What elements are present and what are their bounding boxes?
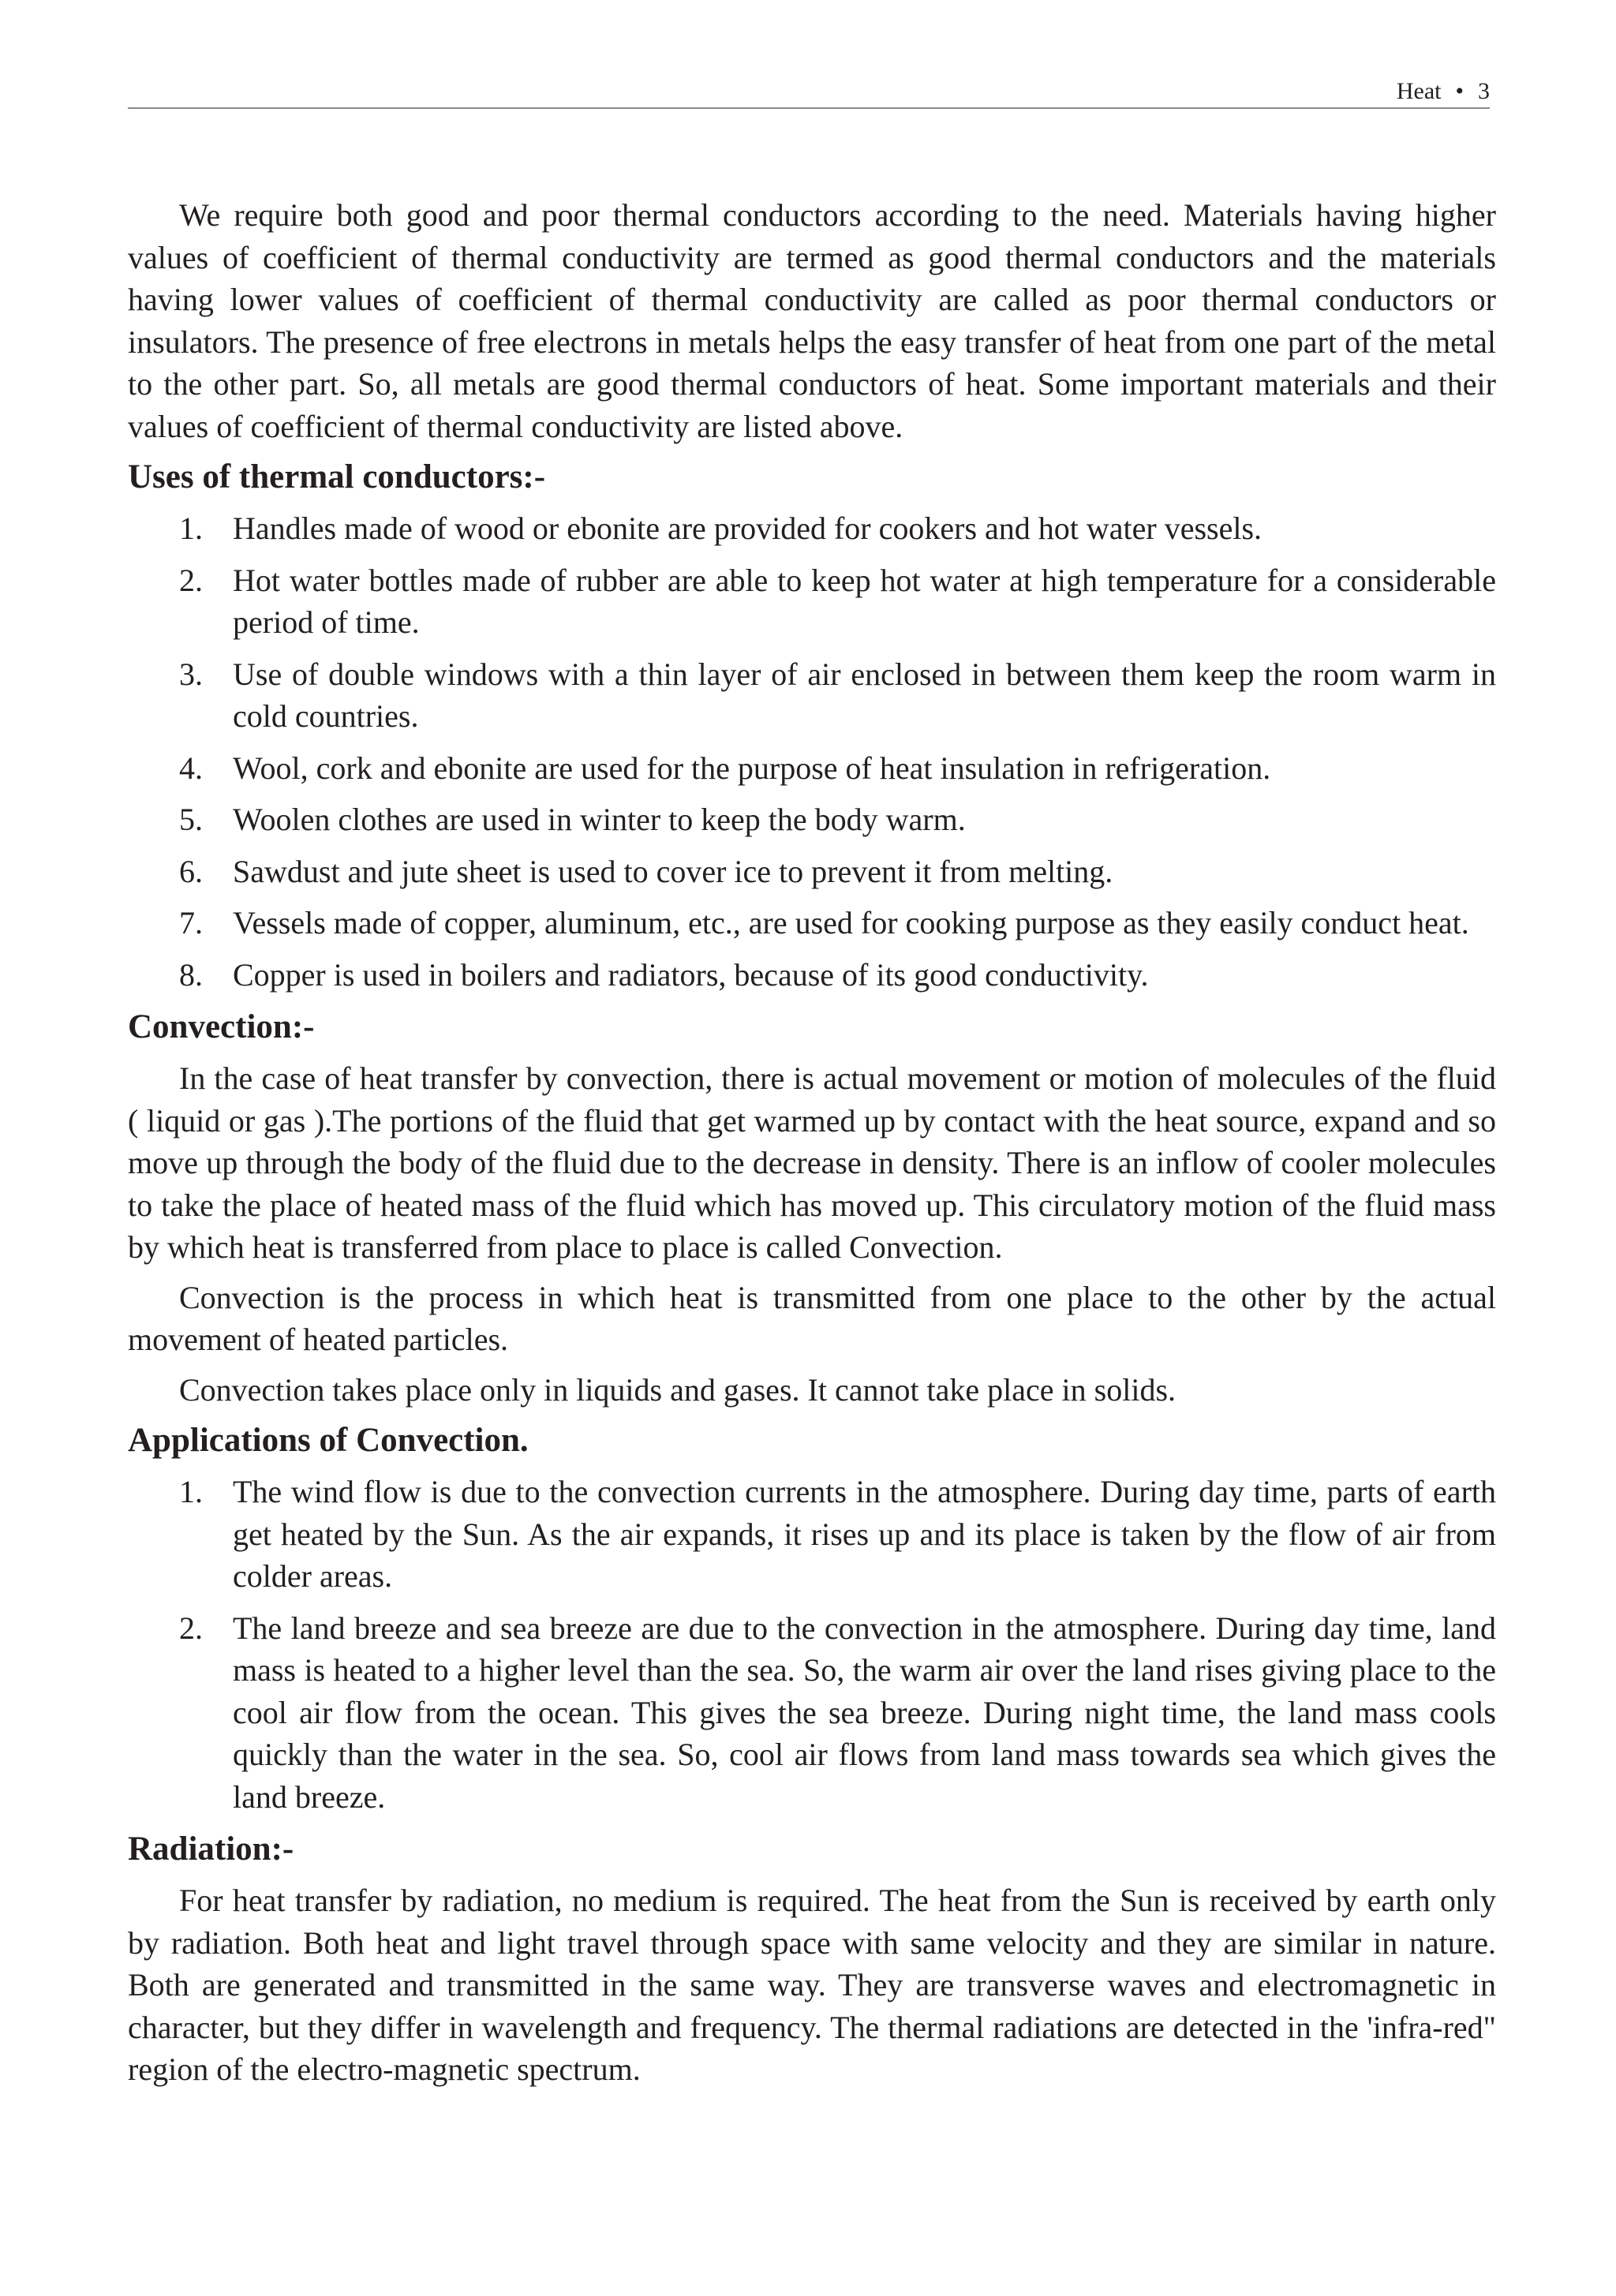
radiation-paragraph: For heat transfer by radiation, no medium is required. The heat from the Sun is received by earth only by radiation. Both heat and light travel through space with same velocity and they are similar in nature. Both are generated and transmitted in the same way. They are transverse waves and electromagnetic in character, but they differ in wavelength and frequency. The thermal radiations are detected in the 'infra-red" region of the electro-magnetic spectrum.: [128, 1883, 1496, 2087]
list-number: 7.: [179, 905, 203, 940]
convection-heading: Convection:-: [128, 1008, 315, 1045]
radiation-heading: Radiation:-: [128, 1830, 294, 1868]
list-item: [128, 653, 1496, 738]
chapter-title: Heat: [1396, 78, 1442, 104]
list-number: 8.: [179, 956, 203, 993]
list-item: [128, 851, 1496, 893]
list-number: 3.: [179, 656, 203, 692]
list-text: Handles made of wood or ebonite are provided for cookers and hot water vessels.: [233, 510, 1262, 546]
list-number: 1.: [179, 510, 203, 546]
list-number: 1.: [179, 1474, 203, 1509]
list-text: Hot water bottles made of rubber are able to keep hot water at high temperature for a considerable period of time.: [233, 562, 1496, 640]
convection-paragraph: In the case of heat transfer by convection, there is actual movement or motion of molecules of the fluid ( liquid or gas ).The portions of the fluid that get warmed up by contact with the heat source, expand and so move up through the body of the fluid due to the decrease in density. There is an inflow of cooler molecules to take the place of heated mass of the fluid which has moved up. This circulatory motion of the fluid mass by which heat is transferred from place to place is called Convection.: [128, 1060, 1496, 1265]
applications-heading: Applications of Convection.: [128, 1422, 529, 1459]
convection-paragraph: Convection is the process in which heat is transmitted from one place to the other by the actual movement of heated particles.: [128, 1279, 1496, 1357]
list-item: [128, 954, 1496, 997]
list-item: [128, 902, 1496, 944]
list-number: 6.: [179, 853, 203, 889]
list-text: Wool, cork and ebonite are used for the purpose of heat insulation in refrigeration.: [233, 750, 1271, 786]
page-number: 3: [1478, 78, 1490, 104]
list-text: Copper is used in boilers and radiators, because of its good conductivity.: [233, 956, 1149, 993]
list-item: [128, 747, 1496, 790]
list-number: 4.: [179, 750, 203, 786]
list-item: [128, 798, 1496, 841]
uses-list: [128, 507, 1496, 996]
convection-paragraph: Convection takes place only in liquids and gases. It cannot take place in solids.: [179, 1371, 1176, 1408]
running-header: [128, 76, 1490, 109]
list-text: Sawdust and jute sheet is used to cover ice to prevent it from melting.: [233, 853, 1113, 889]
page-body: [128, 194, 1496, 2099]
intro-paragraph: We require both good and poor thermal conductors according to the need. Materials having higher values of coefficient of thermal conductivity are termed as good thermal conductors and the materials having lower values of coefficient of thermal conductivity are called as poor thermal conductors or insulators. The presence of free electrons in metals helps the easy transfer of heat from one part of the metal to the other part. So, all metals are good thermal conductors of heat. Some important materials and their values of coefficient of thermal conductivity are listed above.: [128, 197, 1496, 444]
list-item: [128, 1471, 1496, 1598]
list-number: 2.: [179, 562, 203, 598]
list-item: [128, 559, 1496, 644]
list-text: Woolen clothes are used in winter to keep the body warm.: [233, 802, 966, 837]
uses-heading: Uses of thermal conductors:-: [128, 458, 546, 495]
list-item: [128, 1607, 1496, 1819]
list-text: The land breeze and sea breeze are due to the convection in the atmosphere. During day time, land mass is heated to a higher level than the sea. So, the warm air over the land rises giving place to the cool air flow from the ocean. This gives the sea breeze. During night time, the land mass cools quickly than the water in the sea. So, cool air flows from land mass towards sea which gives the land breeze.: [233, 1610, 1496, 1815]
list-number: 5.: [179, 802, 203, 837]
applications-list: [128, 1471, 1496, 1818]
list-text: Vessels made of copper, aluminum, etc., are used for cooking purpose as they easily conduct heat.: [233, 905, 1469, 940]
header-separator: •: [1455, 78, 1464, 104]
list-item: [128, 507, 1496, 550]
list-number: 2.: [179, 1610, 203, 1646]
list-text: Use of double windows with a thin layer of air enclosed in between them keep the room warm in cold countries.: [233, 656, 1496, 734]
list-text: The wind flow is due to the convection currents in the atmosphere. During day time, parts of earth get heated by the Sun. As the air expands, it rises up and its place is taken by the flow of air from colder areas.: [233, 1474, 1496, 1594]
